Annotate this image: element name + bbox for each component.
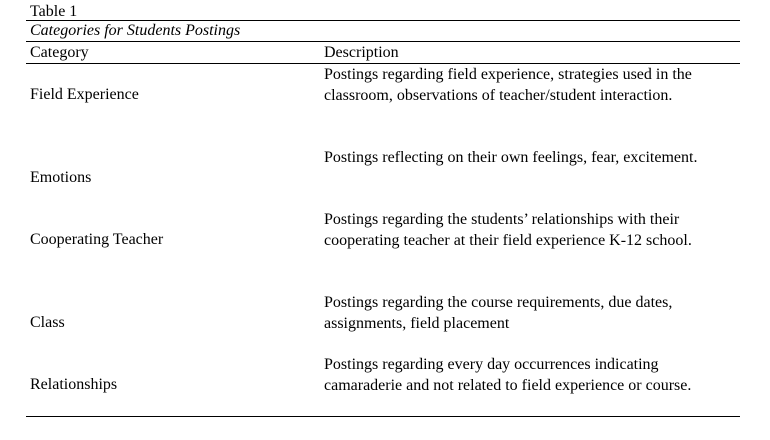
- row-category-field-experience: Field Experience: [30, 86, 139, 103]
- row-description-class: Postings regarding the course requirements, due dates, assignments, field placement: [324, 294, 673, 332]
- header-top-rule: [26, 41, 740, 42]
- bottom-rule: [26, 416, 740, 417]
- row-category-emotions: Emotions: [30, 169, 92, 186]
- row-description-relationships: Postings regarding every day occurrences indicating camaraderie and not related to field experience or course.: [324, 356, 692, 394]
- row-category-cooperating-teacher: Cooperating Teacher: [30, 231, 164, 248]
- table-number: Table 1: [30, 3, 78, 20]
- row-description-cooperating-teacher: Postings regarding the students’ relationships with their cooperating teacher at their field experience K-12 school.: [324, 211, 692, 249]
- row-description-emotions: Postings reflecting on their own feelings, fear, excitement.: [324, 149, 698, 166]
- row-description-field-experience: Postings regarding field experience, strategies used in the classroom, observations of teacher/student interaction.: [324, 66, 692, 104]
- row-category-relationships: Relationships: [30, 376, 118, 393]
- table-title: Categories for Students Postings: [30, 22, 241, 39]
- column-header-description: Description: [324, 44, 399, 61]
- column-header-category: Category: [30, 44, 89, 61]
- header-bottom-rule: [26, 63, 740, 64]
- row-category-class: Class: [30, 314, 65, 331]
